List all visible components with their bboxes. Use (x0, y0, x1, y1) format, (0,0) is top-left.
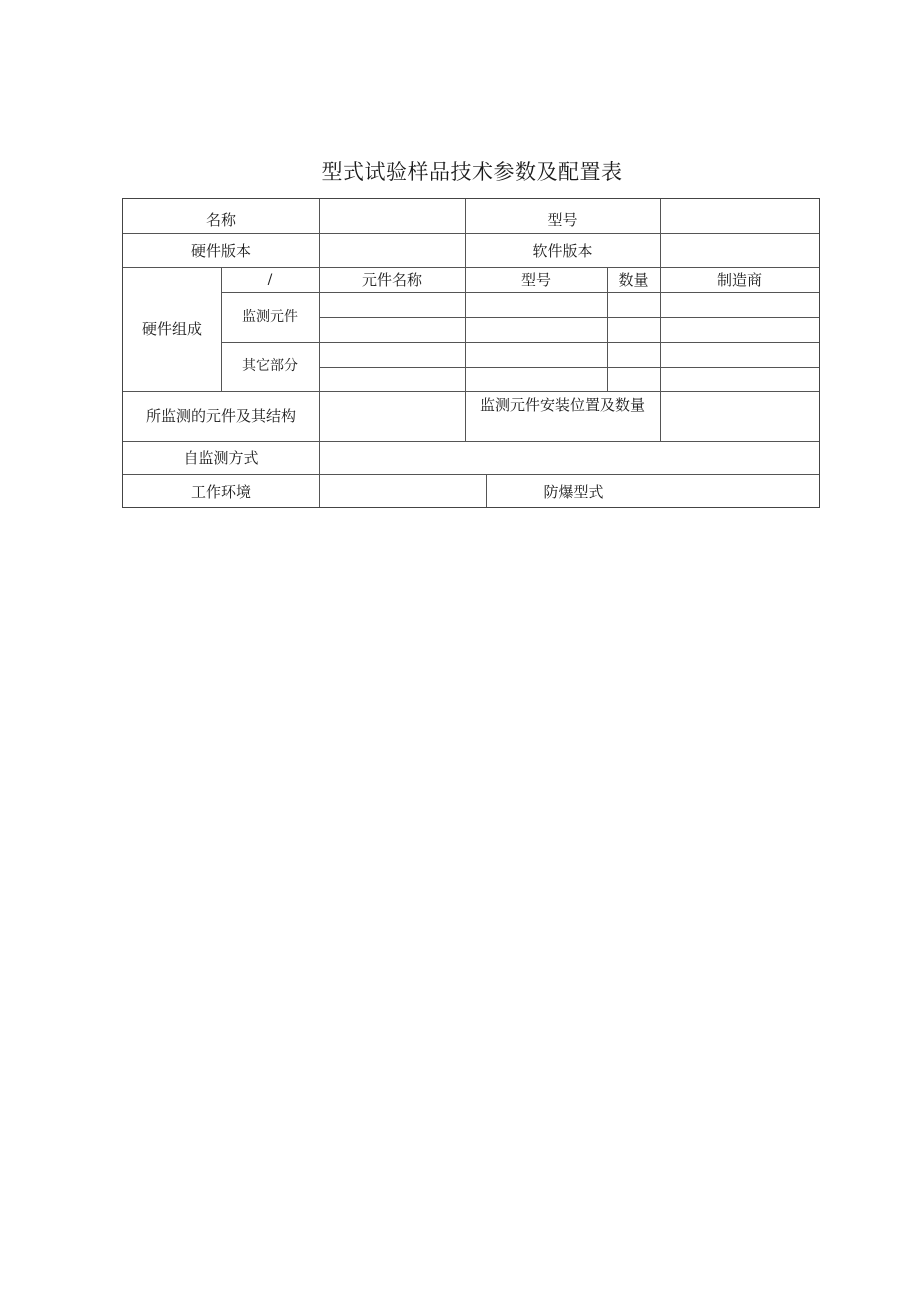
row-divider (123, 391, 819, 392)
monitored-components-label: 所监测的元件及其结构 (145, 407, 296, 425)
slash-header: / (267, 272, 273, 288)
model-label: 型号 (547, 211, 578, 229)
name-label: 名称 (205, 211, 236, 229)
component-name-header: 元件名称 (361, 271, 422, 289)
work-environment-label: 工作环境 (190, 483, 251, 501)
hardware-composition-label: 硬件组成 (141, 320, 202, 338)
column-divider (319, 199, 320, 474)
software-version-label: 软件版本 (532, 242, 593, 260)
column-divider (660, 199, 661, 441)
row-divider (319, 317, 819, 318)
monitoring-component-label: 监测元件 (242, 309, 298, 325)
component-model-header: 型号 (520, 271, 551, 289)
manufacturer-header: 制造商 (716, 271, 762, 289)
row-divider (221, 342, 819, 343)
column-divider (319, 474, 320, 507)
row-divider (319, 367, 819, 368)
config-table (122, 198, 820, 508)
other-parts-label: 其它部分 (242, 358, 298, 374)
self-monitoring-label: 自监测方式 (183, 449, 259, 467)
explosion-proof-label: 防爆型式 (543, 483, 604, 501)
row-divider (123, 233, 819, 234)
row-divider (221, 292, 819, 293)
page-title: 型式试验样品技术参数及配置表 (321, 160, 623, 184)
install-position-label: 监测元件安装位置及数量 (479, 396, 645, 414)
quantity-header: 数量 (618, 271, 649, 289)
row-divider (123, 267, 819, 268)
row-divider (123, 441, 819, 442)
hardware-version-label: 硬件版本 (190, 242, 251, 260)
row-divider (123, 474, 819, 475)
